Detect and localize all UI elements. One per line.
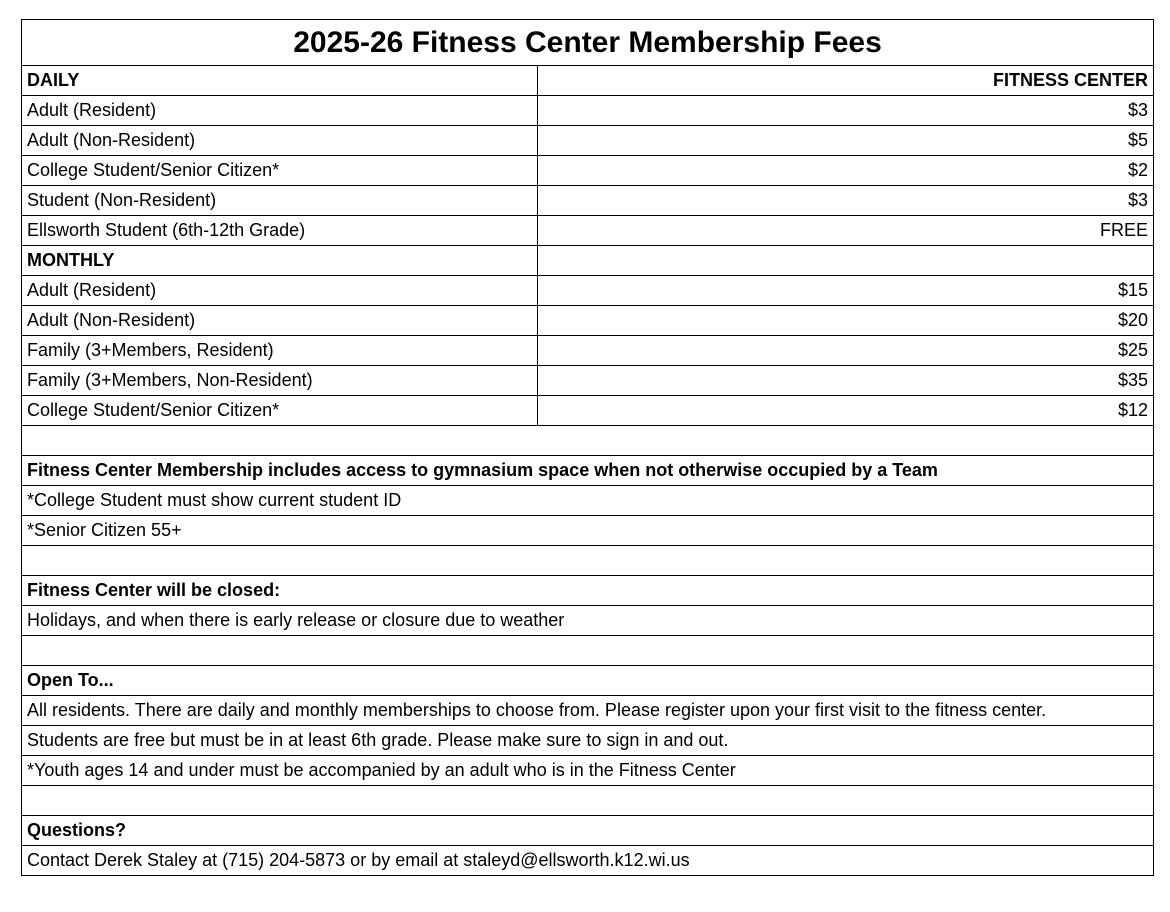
open-to-line: *Youth ages 14 and under must be accompanied by an adult who is in the Fitness Center (22, 756, 1153, 786)
spacer-row (22, 546, 1153, 576)
daily-section-heading: DAILY (22, 66, 537, 96)
fee-sheet (21, 19, 1154, 876)
membership-access-note: Fitness Center Membership includes access to gymnasium space when not otherwise occupied by a Team (22, 456, 1153, 486)
table-row (22, 156, 1153, 186)
open-to-line-row (22, 756, 1153, 786)
open-to-line-row (22, 726, 1153, 756)
fee-label: Ellsworth Student (6th-12th Grade) (22, 216, 537, 246)
note-row (22, 486, 1153, 516)
table-row (22, 366, 1153, 396)
table-row (22, 126, 1153, 156)
questions-heading-row (22, 816, 1153, 846)
table-row (22, 96, 1153, 126)
fee-price: $35 (537, 366, 1153, 396)
table-row (22, 336, 1153, 366)
note-row (22, 456, 1153, 486)
empty-cell (22, 426, 1153, 456)
college-student-note: *College Student must show current student ID (22, 486, 1153, 516)
fee-price: $5 (537, 126, 1153, 156)
spacer-row (22, 426, 1153, 456)
closed-heading-row (22, 576, 1153, 606)
questions-heading: Questions? (22, 816, 1153, 846)
table-row (22, 186, 1153, 216)
open-to-heading: Open To... (22, 666, 1153, 696)
table-row (22, 306, 1153, 336)
fee-price: $15 (537, 276, 1153, 306)
fee-price: $3 (537, 96, 1153, 126)
spacer-row (22, 636, 1153, 666)
fee-label: Adult (Non-Resident) (22, 306, 537, 336)
table-row (22, 276, 1153, 306)
title-row (22, 20, 1153, 66)
contact-row (22, 846, 1153, 876)
fee-price: $12 (537, 396, 1153, 426)
fee-price: FREE (537, 216, 1153, 246)
fee-price: $20 (537, 306, 1153, 336)
monthly-section-heading: MONTHLY (22, 246, 537, 276)
fee-price: $25 (537, 336, 1153, 366)
page-title: 2025-26 Fitness Center Membership Fees (22, 20, 1153, 66)
table-row (22, 396, 1153, 426)
open-to-line-row (22, 696, 1153, 726)
empty-cell (22, 636, 1153, 666)
contact-info: Contact Derek Staley at (715) 204-5873 or by email at staleyd@ellsworth.k12.wi.us (22, 846, 1153, 876)
fee-label: Adult (Resident) (22, 276, 537, 306)
daily-header-row (22, 66, 1153, 96)
monthly-header-empty-cell (537, 246, 1153, 276)
fee-label: Family (3+Members, Resident) (22, 336, 537, 366)
fee-price: $2 (537, 156, 1153, 186)
fitness-center-column-heading: FITNESS CENTER (537, 66, 1153, 96)
fee-label: Adult (Non-Resident) (22, 126, 537, 156)
fee-price: $3 (537, 186, 1153, 216)
monthly-header-row (22, 246, 1153, 276)
empty-cell (22, 786, 1153, 816)
closed-heading: Fitness Center will be closed: (22, 576, 1153, 606)
open-to-line: Students are free but must be in at least 6th grade. Please make sure to sign in and out. (22, 726, 1153, 756)
membership-fees-table (22, 20, 1153, 875)
open-to-line: All residents. There are daily and monthly memberships to choose from. Please register upon your first visit to the fitness center. (22, 696, 1153, 726)
fee-label: Adult (Resident) (22, 96, 537, 126)
closed-text-row (22, 606, 1153, 636)
table-row (22, 216, 1153, 246)
spacer-row (22, 786, 1153, 816)
note-row (22, 516, 1153, 546)
fee-label: Student (Non-Resident) (22, 186, 537, 216)
senior-citizen-note: *Senior Citizen 55+ (22, 516, 1153, 546)
fee-label: College Student/Senior Citizen* (22, 396, 537, 426)
open-to-heading-row (22, 666, 1153, 696)
fee-label: College Student/Senior Citizen* (22, 156, 537, 186)
closed-text: Holidays, and when there is early release or closure due to weather (22, 606, 1153, 636)
empty-cell (22, 546, 1153, 576)
fee-label: Family (3+Members, Non-Resident) (22, 366, 537, 396)
